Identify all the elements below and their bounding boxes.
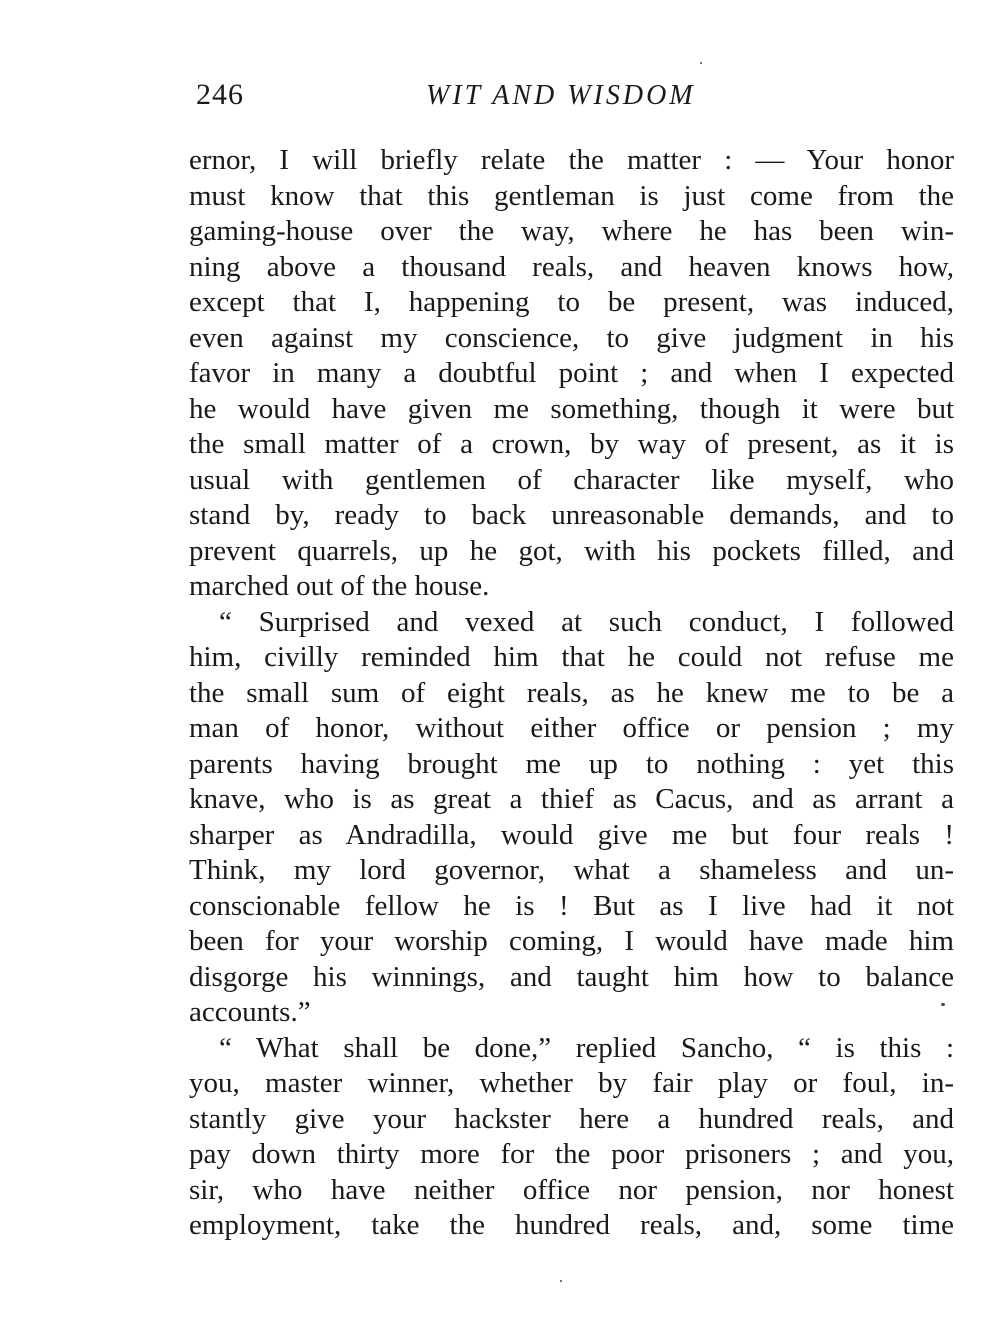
text-line: prevent quarrels, up he got, with his pockets filled, and (189, 534, 954, 567)
text-line: he would have given me something, though it were but (189, 392, 954, 425)
text-line: the small sum of eight reals, as he knew me to be a (189, 676, 954, 709)
text-line: disgorge his winnings, and taught him how to balance (189, 960, 954, 993)
print-speck (941, 1003, 945, 1006)
text-line: sir, who have neither office nor pension, nor honest (189, 1173, 954, 1206)
text-line: usual with gentlemen of character like myself, who (189, 463, 954, 496)
text-line: even against my conscience, to give judgment in his (189, 321, 954, 354)
text-line: ernor, I will briefly relate the matter : — Your honor (189, 144, 954, 176)
text-line: sharper as Andradilla, would give me but four reals ! (189, 818, 954, 851)
text-line: pay down thirty more for the poor prisoners ; and you, (189, 1138, 954, 1170)
text-line: marched out of the house. (189, 570, 490, 602)
body-text (189, 143, 954, 1244)
text-line: ning above a thousand reals, and heaven knows how, (189, 250, 954, 283)
text-line: except that I, happening to be present, was induced, (189, 286, 954, 318)
text-line: stantly give your hackster here a hundred reals, and (189, 1102, 954, 1135)
text-line: Think, my lord governor, what a shameless and un- (189, 854, 954, 886)
page-header (196, 78, 756, 118)
text-line: you, master winner, whether by fair play or foul, in- (189, 1067, 954, 1099)
text-line: knave, who is as great a thief as Cacus, and as arrant a (189, 783, 954, 815)
text-line: the small matter of a crown, by way of present, as it is (189, 428, 954, 460)
text-line: man of honor, without either office or pension ; my (189, 712, 954, 744)
text-line: “ What shall be done,” replied Sancho, “ is this : (219, 1031, 954, 1064)
text-line: him, civilly reminded him that he could not refuse me (189, 641, 954, 673)
text-line: gaming-house over the way, where he has been win- (189, 215, 954, 247)
running-head: WIT AND WISDOM (426, 80, 696, 111)
print-speck (560, 1280, 562, 1282)
text-line: favor in many a doubtful point ; and when I expected (189, 357, 954, 389)
text-line: “ Surprised and vexed at such conduct, I followed (219, 605, 954, 638)
text-line: conscionable fellow he is ! But as I live had it not (189, 889, 954, 922)
text-line: stand by, ready to back unreasonable demands, and to (189, 499, 954, 531)
page-number: 246 (196, 78, 244, 111)
text-line: accounts.” (189, 996, 311, 1028)
text-line: parents having brought me up to nothing : yet this (189, 747, 954, 780)
text-line: employment, take the hundred reals, and, some time (189, 1209, 954, 1241)
print-speck (700, 62, 702, 64)
text-line: must know that this gentleman is just come from the (189, 179, 954, 212)
text-line: been for your worship coming, I would have made him (189, 925, 954, 957)
